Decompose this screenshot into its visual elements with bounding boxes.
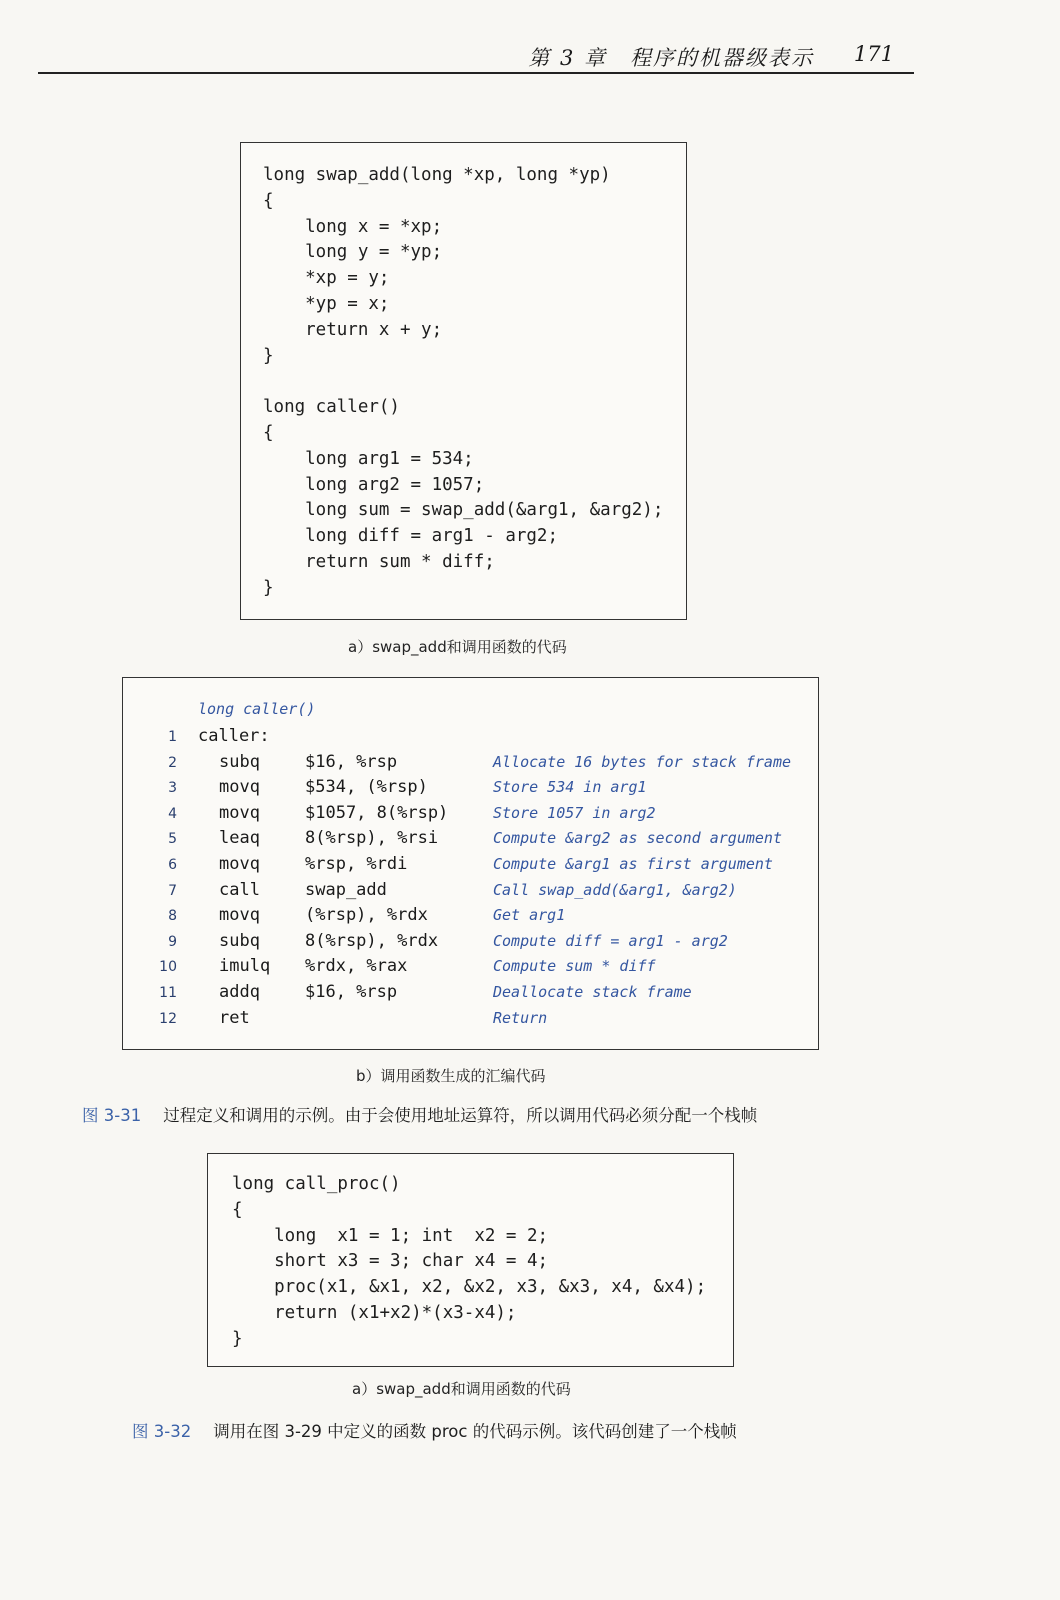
code-listing-swap-add	[263, 165, 663, 604]
figure-caption-3-32	[132, 1418, 737, 1442]
asm-row	[123, 752, 818, 778]
asm-opcode: ret	[219, 1007, 250, 1028]
line-number: 4	[168, 805, 177, 822]
asm-label: caller:	[198, 726, 270, 746]
asm-row	[123, 726, 818, 752]
line-number: 9	[168, 933, 177, 950]
figure-text-3-32: 调用在图 3-29 中定义的函数 proc 的代码示例。该代码创建了一个栈帧	[213, 1422, 737, 1441]
code-line: {	[232, 1199, 243, 1220]
line-number: 5	[168, 831, 177, 848]
asm-comment: Deallocate stack frame	[493, 983, 692, 1001]
asm-row	[123, 880, 818, 906]
asm-comment: Store 534 in arg1	[493, 778, 647, 797]
asm-comment: Allocate 16 bytes for stack frame	[493, 752, 792, 771]
asm-comment: Call swap_add(&arg1, &arg2)	[493, 880, 737, 899]
asm-opcode: imulq	[219, 956, 271, 977]
asm-row	[123, 803, 818, 829]
asm-opcode: subq	[219, 751, 260, 772]
code-line: long sum = swap_add(&arg1, &arg2);	[263, 500, 664, 521]
asm-operands: %rsp, %rdi	[305, 854, 408, 874]
code-box-call-proc	[207, 1153, 734, 1367]
asm-opcode: subq	[219, 930, 260, 951]
code-line: long caller()	[263, 397, 400, 418]
asm-operands: 8(%rsp), %rsi	[305, 828, 439, 849]
code-line: {	[263, 190, 274, 211]
line-number: 2	[168, 754, 177, 771]
asm-opcode: movq	[219, 854, 260, 874]
asm-opcode: call	[219, 879, 260, 900]
asm-row	[123, 1008, 818, 1034]
asm-row	[123, 982, 818, 1008]
code-line: {	[263, 422, 274, 443]
asm-operands: 8(%rsp), %rdx	[305, 930, 439, 951]
line-number: 11	[159, 985, 177, 1001]
asm-comment: Store 1057 in arg2	[493, 803, 656, 822]
page-number: 171	[853, 42, 894, 66]
asm-prototype: long caller()	[198, 700, 316, 718]
asm-comment: Return	[493, 1008, 548, 1027]
code-line: }	[263, 577, 274, 598]
figure-caption-3-31	[82, 1102, 757, 1126]
code-line: proc(x1, &x1, x2, &x2, x3, &x3, x4, &x4);	[232, 1277, 707, 1298]
subcaption-31a: a）swap_add和调用函数的代码	[348, 638, 567, 656]
code-line: }	[232, 1328, 243, 1349]
asm-operands: $1057, 8(%rsp)	[305, 802, 449, 823]
asm-row	[123, 854, 818, 880]
code-line: long swap_add(long *xp, long *yp)	[263, 165, 611, 185]
figure-number-3-32: 图 3-32	[132, 1422, 192, 1441]
line-number: 8	[168, 908, 177, 925]
asm-opcode: leaq	[219, 828, 260, 849]
asm-comment: Compute sum * diff	[493, 957, 656, 976]
asm-comment: Compute &arg1 as first argument	[493, 855, 773, 873]
code-box-swap-add	[240, 142, 687, 620]
page-header	[38, 38, 914, 74]
code-line: long arg2 = 1057;	[263, 474, 485, 495]
line-number: 3	[168, 780, 177, 797]
asm-row	[123, 956, 818, 982]
subcaption-31b: b）调用函数生成的汇编代码	[356, 1067, 546, 1085]
code-line: long arg1 = 534;	[263, 448, 474, 469]
line-number: 12	[159, 1010, 177, 1027]
code-line: }	[263, 345, 274, 366]
figure-text-3-31: 过程定义和调用的示例。由于会使用地址运算符，所以调用代码必须分配一个栈帧	[163, 1106, 758, 1125]
line-number: 1	[168, 729, 177, 745]
code-line	[263, 371, 663, 397]
asm-opcode: movq	[219, 802, 260, 823]
asm-operands: $16, %rsp	[305, 751, 398, 772]
code-line: *yp = x;	[263, 293, 390, 314]
code-listing-call-proc	[232, 1174, 706, 1355]
asm-comment: Compute &arg2 as second argument	[493, 829, 782, 848]
code-line: *xp = y;	[263, 268, 390, 289]
line-number: 6	[168, 857, 177, 873]
line-number: 10	[159, 959, 177, 976]
asm-row	[123, 777, 818, 803]
asm-row	[123, 828, 818, 854]
asm-operands: $534, (%rsp)	[305, 777, 428, 798]
asm-operands: %rdx, %rax	[305, 956, 408, 977]
code-line: return (x1+x2)*(x3-x4);	[232, 1302, 517, 1323]
code-line: long x1 = 1; int x2 = 2;	[232, 1225, 549, 1246]
subcaption-32a: a）swap_add和调用函数的代码	[352, 1380, 571, 1398]
asm-operands: $16, %rsp	[305, 982, 398, 1002]
asm-opcode: addq	[219, 982, 260, 1002]
asm-opcode: movq	[219, 777, 260, 798]
asm-comment: Compute diff = arg1 - arg2	[493, 931, 728, 950]
figure-number-3-31: 图 3-31	[82, 1106, 142, 1125]
line-number: 7	[168, 882, 177, 899]
asm-comment: Get arg1	[493, 906, 566, 925]
code-line: long diff = arg1 - arg2;	[263, 526, 559, 547]
code-line: return sum * diff;	[263, 551, 495, 572]
asm-row	[123, 905, 818, 931]
code-line: long y = *yp;	[263, 242, 443, 263]
code-line: return x + y;	[263, 319, 443, 340]
asm-operands: swap_add	[305, 879, 387, 900]
asm-opcode: movq	[219, 905, 260, 926]
code-line: long call_proc()	[232, 1174, 401, 1194]
chapter-title: 第 3 章 程序的机器级表示	[528, 46, 814, 70]
code-line: long x = *xp;	[263, 216, 443, 237]
asm-box-caller	[122, 677, 819, 1050]
asm-operands: (%rsp), %rdx	[305, 905, 428, 926]
asm-row	[123, 931, 818, 957]
code-line: short x3 = 3; char x4 = 4;	[232, 1251, 549, 1272]
